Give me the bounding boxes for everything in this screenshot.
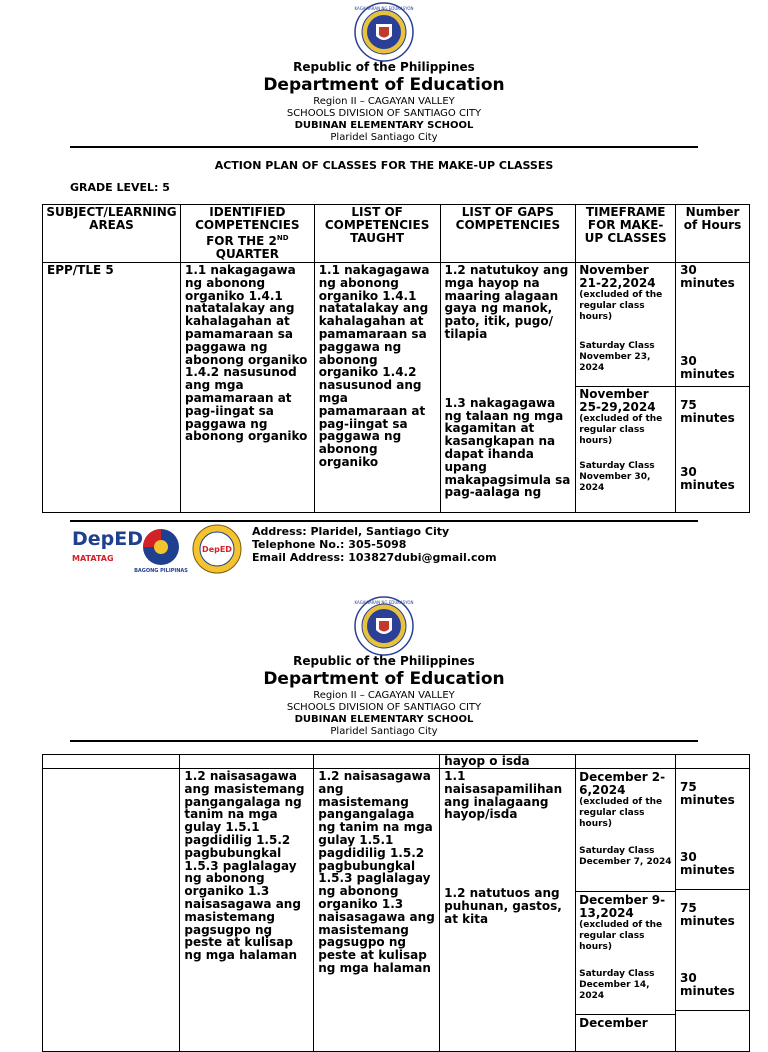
hours-cell [676, 263, 750, 513]
header-gaps: LIST OF GAPS COMPETENCIES [440, 205, 576, 263]
republic-heading: Republic of the Philippines [293, 60, 475, 74]
table-row [43, 769, 750, 1052]
footer-address: Address: Plaridel, Santiago City [252, 525, 450, 538]
header-hours: Number of Hours [676, 205, 750, 263]
school-location: Plaridel Santiago City [330, 132, 438, 143]
subject-cell [43, 769, 180, 1052]
school-seal-icon [192, 524, 242, 574]
hours-value: 75 minutes [680, 901, 735, 928]
hours-value: 30 minutes [680, 971, 735, 998]
svg-text:KAGAWARAN NG EDUKASYON: KAGAWARAN NG EDUKASYON [354, 6, 414, 11]
school-name: DUBINAN ELEMENTARY SCHOOL [294, 714, 474, 725]
timeframe-date: December 2-6,2024 [579, 770, 666, 797]
deped-matatag-logo [72, 528, 144, 574]
school-name: DUBINAN ELEMENTARY SCHOOL [294, 120, 474, 131]
identified-cell: 1.2 naisasagawa ang masistemang pangangalaga ng tanim na mga gulay 1.5.1 pagdidilig 1.5.2 pagbubungkal 1.5.3 paglalagay ng abonong organiko 1.3 naisasagawa ang masistemang pagsugpo ng peste at kulisap ng mga halaman [180, 769, 314, 1052]
saturday-class: Saturday Class December 14, 2024 [579, 969, 655, 1001]
subject-cell: EPP/TLE 5 [43, 263, 181, 513]
grade-level: GRADE LEVEL: 5 [70, 181, 170, 194]
gap-item: 1.2 natutuos ang puhunan, gastos, at kita [444, 886, 562, 926]
republic-heading: Republic of the Philippines [293, 654, 475, 668]
timeframe-cell [576, 769, 676, 1052]
table-row [43, 263, 750, 513]
gap-item: 1.3 nakagagawa ng talaan ng mga kagamitan at kasangkapan na dapat ihanda upang makapagsimula sa pag-aalaga ng [444, 395, 571, 500]
timeframe-cell [576, 263, 676, 513]
region-text: Region II – CAGAYAN VALLEY [313, 690, 455, 701]
table-row [43, 755, 750, 769]
deped-logo-text: DepED [72, 528, 144, 550]
document-title: ACTION PLAN OF CLASSES FOR THE MAKE-UP CLASSES [214, 159, 554, 172]
gaps-cell [440, 263, 576, 513]
header-divider [70, 740, 698, 742]
taught-cell: 1.2 naisasagawa ang masistemang pangangalaga ng tanim na mga gulay 1.5.1 pagdidilig 1.5.2 pagbubungkal 1.5.3 paglalagay ng abonong organiko 1.3 naisasagawa ang masistemang pagsugpo ng peste at kulisap ng mga halaman [314, 769, 440, 1052]
hours-value: 30 minutes [680, 263, 735, 290]
table-header-row [43, 205, 750, 263]
timeframe-date: December 9-13,2024 [579, 893, 666, 920]
hours-value: 75 minutes [680, 780, 735, 807]
saturday-class: Saturday Class December 7, 2024 [579, 846, 672, 867]
action-plan-table [42, 204, 750, 513]
header-subject: SUBJECT/LEARNING AREAS [43, 205, 181, 263]
department-heading: Department of Education [263, 75, 505, 95]
header-timeframe: TIMEFRAME FOR MAKE-UP CLASSES [576, 205, 676, 263]
hours-cell [676, 769, 750, 1052]
timeframe-note: (excluded of the regular class hours) [579, 797, 663, 829]
timeframe-note: (excluded of the regular class hours) [579, 414, 663, 446]
header-identified: IDENTIFIED COMPETENCIES FOR THE 2ND QUARTER [180, 205, 314, 263]
region-text: Region II – CAGAYAN VALLEY [313, 96, 455, 107]
timeframe-date: December [579, 1016, 648, 1030]
deped-seal-icon [354, 2, 414, 62]
identified-cell: 1.1 nakagagawa ng abonong organiko 1.4.1 natatalakay ang kahalagahan at pamamaraan sa paggawa ng abonong organiko 1.4.2 nasusunod ang mga pamamaraan at pag-iingat sa paggawa ng abonong organiko [180, 263, 314, 513]
gap-item: 1.1 naisasapamilihan ang inalagaang hayop/isda [444, 769, 563, 822]
deped-seal-icon [354, 596, 414, 656]
timeframe-date: November 21-22,2024 [579, 263, 656, 290]
svg-text:BAGONG PILIPINAS: BAGONG PILIPINAS [134, 568, 188, 574]
footer-email[interactable]: Email Address: 103827dubi@gmail.com [252, 551, 497, 564]
svg-text:DepED: DepED [202, 545, 232, 554]
gap-continuation: hayop o isda [440, 755, 576, 769]
bagong-pilipinas-logo [134, 525, 188, 575]
division-text: SCHOOLS DIVISION OF SANTIAGO CITY [286, 702, 482, 713]
saturday-class: Saturday Class November 23, 2024 [579, 341, 655, 373]
timeframe-note: (excluded of the regular class hours) [579, 920, 663, 952]
hours-value: 30 minutes [680, 850, 735, 877]
hours-value: 30 minutes [680, 354, 735, 381]
gap-item: 1.2 natutukoy ang mga hayop na maaring alagaan gaya ng manok, pato, itik, pugo/ tilapia [444, 263, 569, 341]
timeframe-note: (excluded of the regular class hours) [579, 290, 663, 322]
hours-value: 75 minutes [680, 398, 735, 425]
taught-cell: 1.1 nakagagawa ng abonong organiko 1.4.1 natatalakay ang kahalagahan at pamamaraan sa paggawa ng abonong organiko 1.4.2 nasusunod ang mga pamamaraan at pag-iingat sa paggawa ng abonong organiko [314, 263, 440, 513]
timeframe-date: November 25-29,2024 [579, 387, 656, 414]
header-taught: LIST OF COMPETENCIES TAUGHT [314, 205, 440, 263]
saturday-class: Saturday Class November 30, 2024 [579, 461, 655, 493]
footer-phone: Telephone No.: 305-5098 [252, 538, 407, 551]
division-text: SCHOOLS DIVISION OF SANTIAGO CITY [286, 108, 482, 119]
school-location: Plaridel Santiago City [330, 726, 438, 737]
header-divider [70, 146, 698, 148]
svg-text:KAGAWARAN NG EDUKASYON: KAGAWARAN NG EDUKASYON [354, 600, 414, 605]
hours-value: 30 minutes [680, 465, 735, 492]
action-plan-table-continued [42, 754, 750, 1052]
footer-divider [70, 520, 698, 522]
gaps-cell [440, 769, 576, 1052]
matatag-text: MATATAG [72, 554, 114, 563]
department-heading: Department of Education [263, 669, 505, 689]
